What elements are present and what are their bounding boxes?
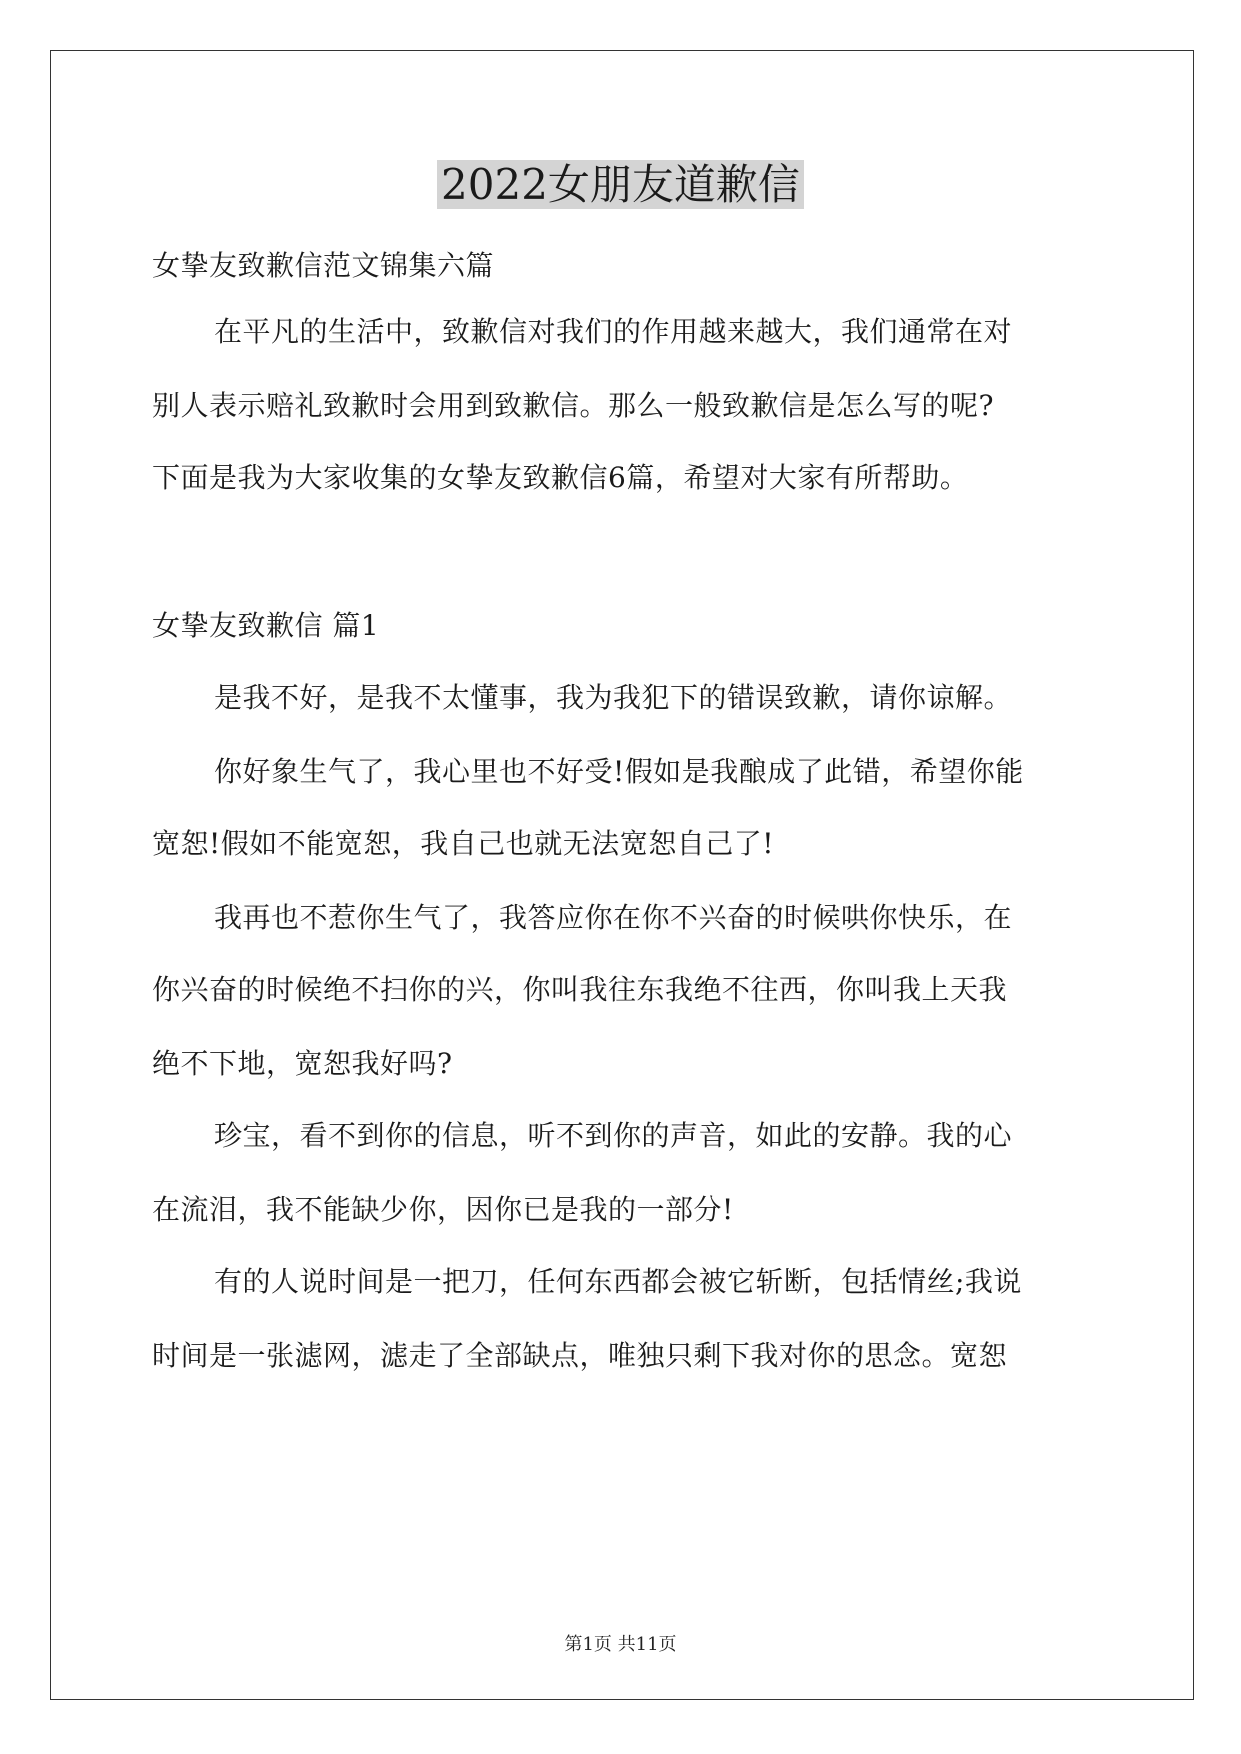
page-border (50, 50, 1194, 1700)
paragraph-line: 你好象生气了，我心里也不好受!假如是我酿成了此错，希望你能 (214, 755, 1024, 788)
document-title-text: 2022女朋友道歉信 (437, 160, 804, 209)
paragraph-line: 时间是一张滤网，滤走了全部缺点，唯独只剩下我对你的思念。宽恕 (152, 1339, 1008, 1372)
paragraph-line: 你兴奋的时候绝不扫你的兴，你叫我往东我绝不往西，你叫我上天我 (152, 973, 1008, 1006)
paragraph-line: 在平凡的生活中，致歉信对我们的作用越来越大，我们通常在对 (214, 315, 1013, 348)
paragraph-line: 宽恕!假如不能宽恕，我自己也就无法宽恕自己了! (152, 827, 775, 860)
paragraph-line: 在流泪，我不能缺少你，因你已是我的一部分! (152, 1193, 734, 1226)
section-heading: 女挚友致歉信 篇1 (152, 609, 380, 642)
paragraph-line: 有的人说时间是一把刀，任何东西都会被它斩断，包括情丝;我说 (214, 1265, 1022, 1298)
paragraph-line: 我再也不惹你生气了，我答应你在你不兴奋的时候哄你快乐，在 (214, 901, 1013, 934)
paragraph-line: 别人表示赔礼致歉时会用到致歉信。那么一般致歉信是怎么写的呢? (152, 389, 995, 422)
paragraph-line: 珍宝，看不到你的信息，听不到你的声音，如此的安静。我的心 (214, 1119, 1013, 1152)
page-footer (0, 1632, 1241, 1658)
page-number: 第1页 共11页 (564, 1634, 677, 1655)
paragraph-line: 下面是我为大家收集的女挚友致歉信6篇，希望对大家有所帮助。 (152, 461, 969, 494)
paragraph-line: 绝不下地，宽恕我好吗? (152, 1047, 453, 1080)
paragraph-line: 是我不好，是我不太懂事，我为我犯下的错误致歉，请你谅解。 (214, 681, 1013, 714)
subtitle-line: 女挚友致歉信范文锦集六篇 (152, 249, 495, 282)
document-title (0, 155, 1241, 215)
